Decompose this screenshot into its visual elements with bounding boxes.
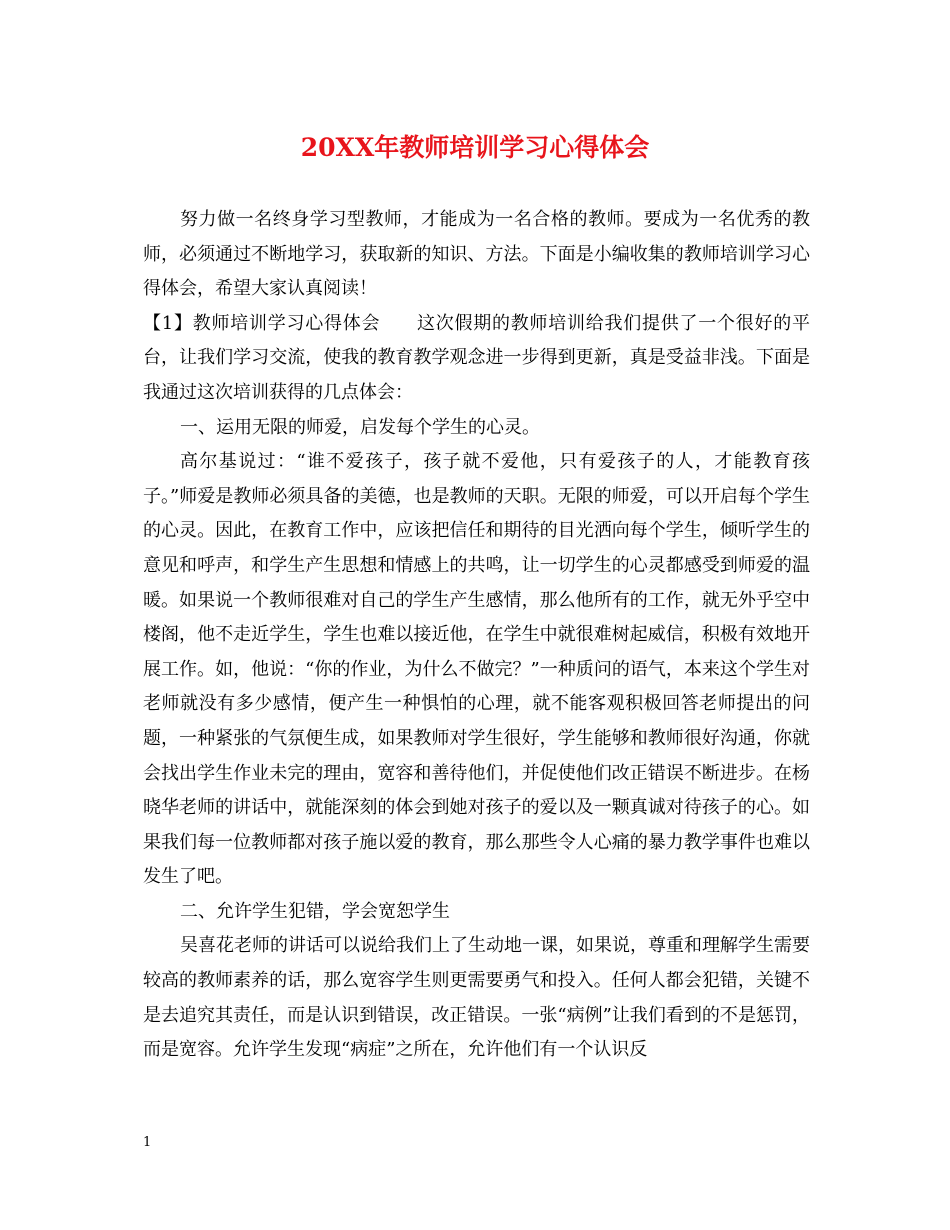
section-lead: 这次假期的教师培训给我们提供了一个很好的平台，让我们学习交流，使我的教育教学观念进一步得到更新，真是受益非浅。下面是我通过这次培训获得的几点体会： (143, 312, 810, 403)
point-one-heading: 一、运用无限的师爱，启发每个学生的心灵。 (180, 416, 540, 438)
intro-paragraph: 努力做一名终身学习型教师，才能成为一名合格的教师。要成为一名优秀的教师，必须通过不断地学习，获取新的知识、方法。下面是小编收集的教师培训学习心得体会，希望大家认真阅读！ (143, 209, 810, 300)
section-label: 【1】教师培训学习心得体会 (143, 312, 381, 334)
section-paragraph (143, 307, 810, 411)
page-number: 1 (143, 1135, 152, 1150)
point-one-paragraph: 高尔基说过：“谁不爱孩子，孩子就不爱他，只有爱孩子的人，才能教育孩子。”师爱是教师必须具备的美德，也是教师的天职。无限的师爱，可以开启每个学生的心灵。因此，在教育工作中，应该把信任和期待的目光洒向每个学生，倾听学生的意见和呼声，和学生产生思想和情感上的共鸣，让一切学生的心灵都感受到师爱的温暖。如果说一个教师很难对自己的学生产生感情，那么他所有的工作，就无外乎空中楼阁，他不走近学生，学生也难以接近他，在学生中就很难树起威信，积极有效地开展工作。如，他说：“你的作业，为什么不做完？”一种质问的语气，本来这个学生对老师就没有多少感情，便产生一种惧怕的心理，就不能客观积极回答老师提出的问题，一种紧张的气氛便生成，如果教师对学生很好，学生能够和教师很好沟通，你就会找出学生作业未完的理由，宽容和善待他们，并促使他们改正错误不断进步。在杨晓华老师的讲话中，就能深刻的体会到她对孩子的爱以及一颗真诚对待孩子的心。如果我们每一位教师都对孩子施以爱的教育，那么那些令人心痛的暴力教学事件也难以发生了吧。 (143, 451, 810, 888)
document-body (143, 203, 810, 1068)
document-title: 20XX年教师培训学习心得体会 (300, 133, 650, 162)
point-two-paragraph: 吴喜花老师的讲话可以说给我们上了生动地一课，如果说，尊重和理解学生需要较高的教师素养的话，那么宽容学生则更需要勇气和投入。任何人都会犯错，关键不是去追究其责任，而是认识到错误，改正错误。一张“病例”让我们看到的不是惩罚，而是宽容。允许学生发现“病症”之所在，允许他们有一个认识反 (143, 935, 810, 1061)
point-two-heading: 二、允许学生犯错，学会宽恕学生 (180, 900, 450, 922)
